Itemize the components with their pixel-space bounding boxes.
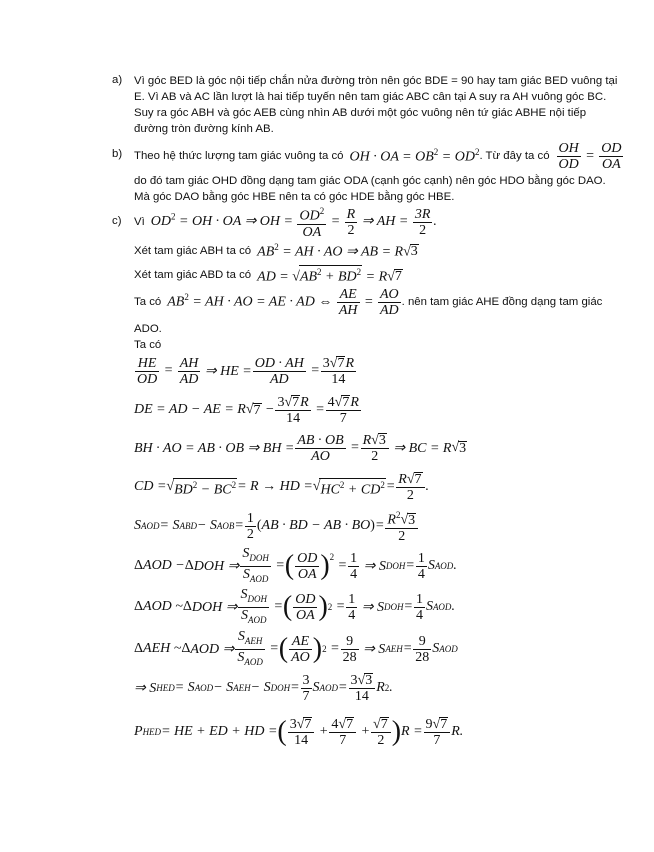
part-a-line-1: Vì góc BED là góc nội tiếp chắn nửa đường tròn nên góc BDE = 90 hay tam giác BED vuông tại <box>134 75 618 87</box>
abh-text: Xét tam giác ABH ta có <box>134 245 252 257</box>
formula-ab: $AB^2$ = AH · AO ⇒ AB = R√3 <box>257 241 418 260</box>
part-c-label: c) <box>112 215 122 227</box>
formula-cd: CD = √ $BD^2 - BC^2$ = R → HD = √ $HC^2 + CD^2$ = $\frac{R√7}{2}$ . <box>134 471 430 503</box>
part-b-text-2: . Từ đây ta có <box>479 150 550 162</box>
part-b-label: b) <box>112 148 123 160</box>
formula-bh: BH · AO = AB · OB ⇒ BH = $\frac{AB \cdot OB}{AO}$ = $\frac{R√3}{2}$ ⇒ BC = R √ 3 <box>134 432 467 464</box>
formula-aeh-aod: Δ AEH ~ Δ AOD ⇒ $\frac{S_{AEH}}{S_{AOD}}$ = ( $\frac{AE}{AO}$ ) 2 = $\frac{9}{28}$ ⇒ S AEH = $\frac{9}{28}$ S AOD <box>134 628 458 667</box>
formula-ad: AD = $√AB^2 + BD^2 = R√7$ <box>257 266 402 285</box>
part-c-line-1 <box>134 204 437 240</box>
part-c-vi: Vì <box>134 216 145 228</box>
formula-aod-doh-1: Δ AOD − Δ DOH ⇒ $\frac{S_{DOH}}{S_{AOD}}$ = ( $\frac{OD}{OA}$ ) $^2$ = $\frac{1}{4}$ ⇒ S DOH = $\frac{1}{4}$ S AOD . <box>134 545 457 584</box>
formula-ratio: $\frac{OH}{OD}$ = $\frac{OD}{OA}$ <box>558 140 622 172</box>
part-c-ahe <box>134 284 602 320</box>
ahe-tail: . nên tam giác AHE đồng dạng tam giác <box>401 296 603 308</box>
part-c-abh <box>134 240 419 262</box>
taco2-text: Ta có <box>134 339 162 351</box>
formula-p-hed: P HED = HE + ED + HD = ( $\frac{3√7}{14}$ + $\frac{4√7}{7}$ + $\frac{√7}{2}$ ) R = $\frac{9√7}{7}$ R. <box>134 716 464 748</box>
formula-s-hed: ⇒ S HED = S AOD − S AEH − S DOH = $\frac{3}{7}$ S AOD = $\frac{3√3}{14}$ R 2 . <box>134 672 393 704</box>
part-b-line-3: Mà góc DAO bằng góc HBE nên ta có góc HDE bằng góc HBE. <box>134 191 455 203</box>
part-c-abd <box>134 264 403 286</box>
part-a-line-3: Suy ra góc ABH và góc AEB cùng nhìn AB dưới một góc vuông nên tứ giác ABHE nội tiếp <box>134 107 587 119</box>
formula-ae-ah: $AB^2$ = AH · AO = AE · AD ⇔ $\frac{AE}{AH}$ = $\frac{AO}{AD}$ <box>167 286 399 318</box>
formula-aod-doh-2: Δ AOD ~ Δ DOH ⇒ $\frac{S_{DOH}}{S_{AOD}}$ = ( $\frac{OD}{OA}$ ) 2 = $\frac{1}{4}$ ⇒ S DOH = $\frac{1}{4}$ S AOD . <box>134 586 455 625</box>
ado-text: ADO. <box>134 323 162 335</box>
formula-oh: $OD^2$ = OH · OA ⇒ OH = $\frac{OD^2}{OA}$ = $\frac{R}{2}$ ⇒ AH = $\frac{3R}{2}$ . <box>150 206 437 240</box>
part-b-line-2: do đó tam giác OHD đồng dạng tam giác ODA (cạnh góc cạnh) nên góc HDO bằng góc DAO. <box>134 175 606 187</box>
part-b-line-1 <box>134 139 624 173</box>
formula-s-aod: S AOD = S ABD − S AOB = $\frac{1}{2}$ ( AB · BD − AB · BO ) = $\frac{R^2√3}{2}$ <box>134 508 419 544</box>
part-a-line-4: đường tròn đường kính AB. <box>134 123 274 135</box>
part-a-line-2: E. Vì AB và AC lần lượt là hai tiếp tuyến nên tam giác ABC cân tại A suy ra AH vuông góc BC. <box>134 91 607 103</box>
formula-he: $\frac{HE}{OD}$ = $\frac{AH}{AD}$ ⇒ HE = $\frac{OD \cdot AH}{AD}$ = $\frac{3√7R}{14}$ <box>137 355 355 387</box>
taco-text: Ta có <box>134 296 162 308</box>
part-b-text-1: Theo hệ thức lượng tam giác vuông ta có <box>134 150 344 162</box>
formula-de: DE = AD − AE = R √ 7 − $\frac{3√7R}{14}$ = $\frac{4√7R}{7}$ <box>134 394 359 426</box>
part-a-label: a) <box>112 74 123 86</box>
formula-oh-oa: OH · OA = $OB^2 = OD^2$ <box>349 146 480 165</box>
abd-text: Xét tam giác ABD ta có <box>134 269 252 281</box>
